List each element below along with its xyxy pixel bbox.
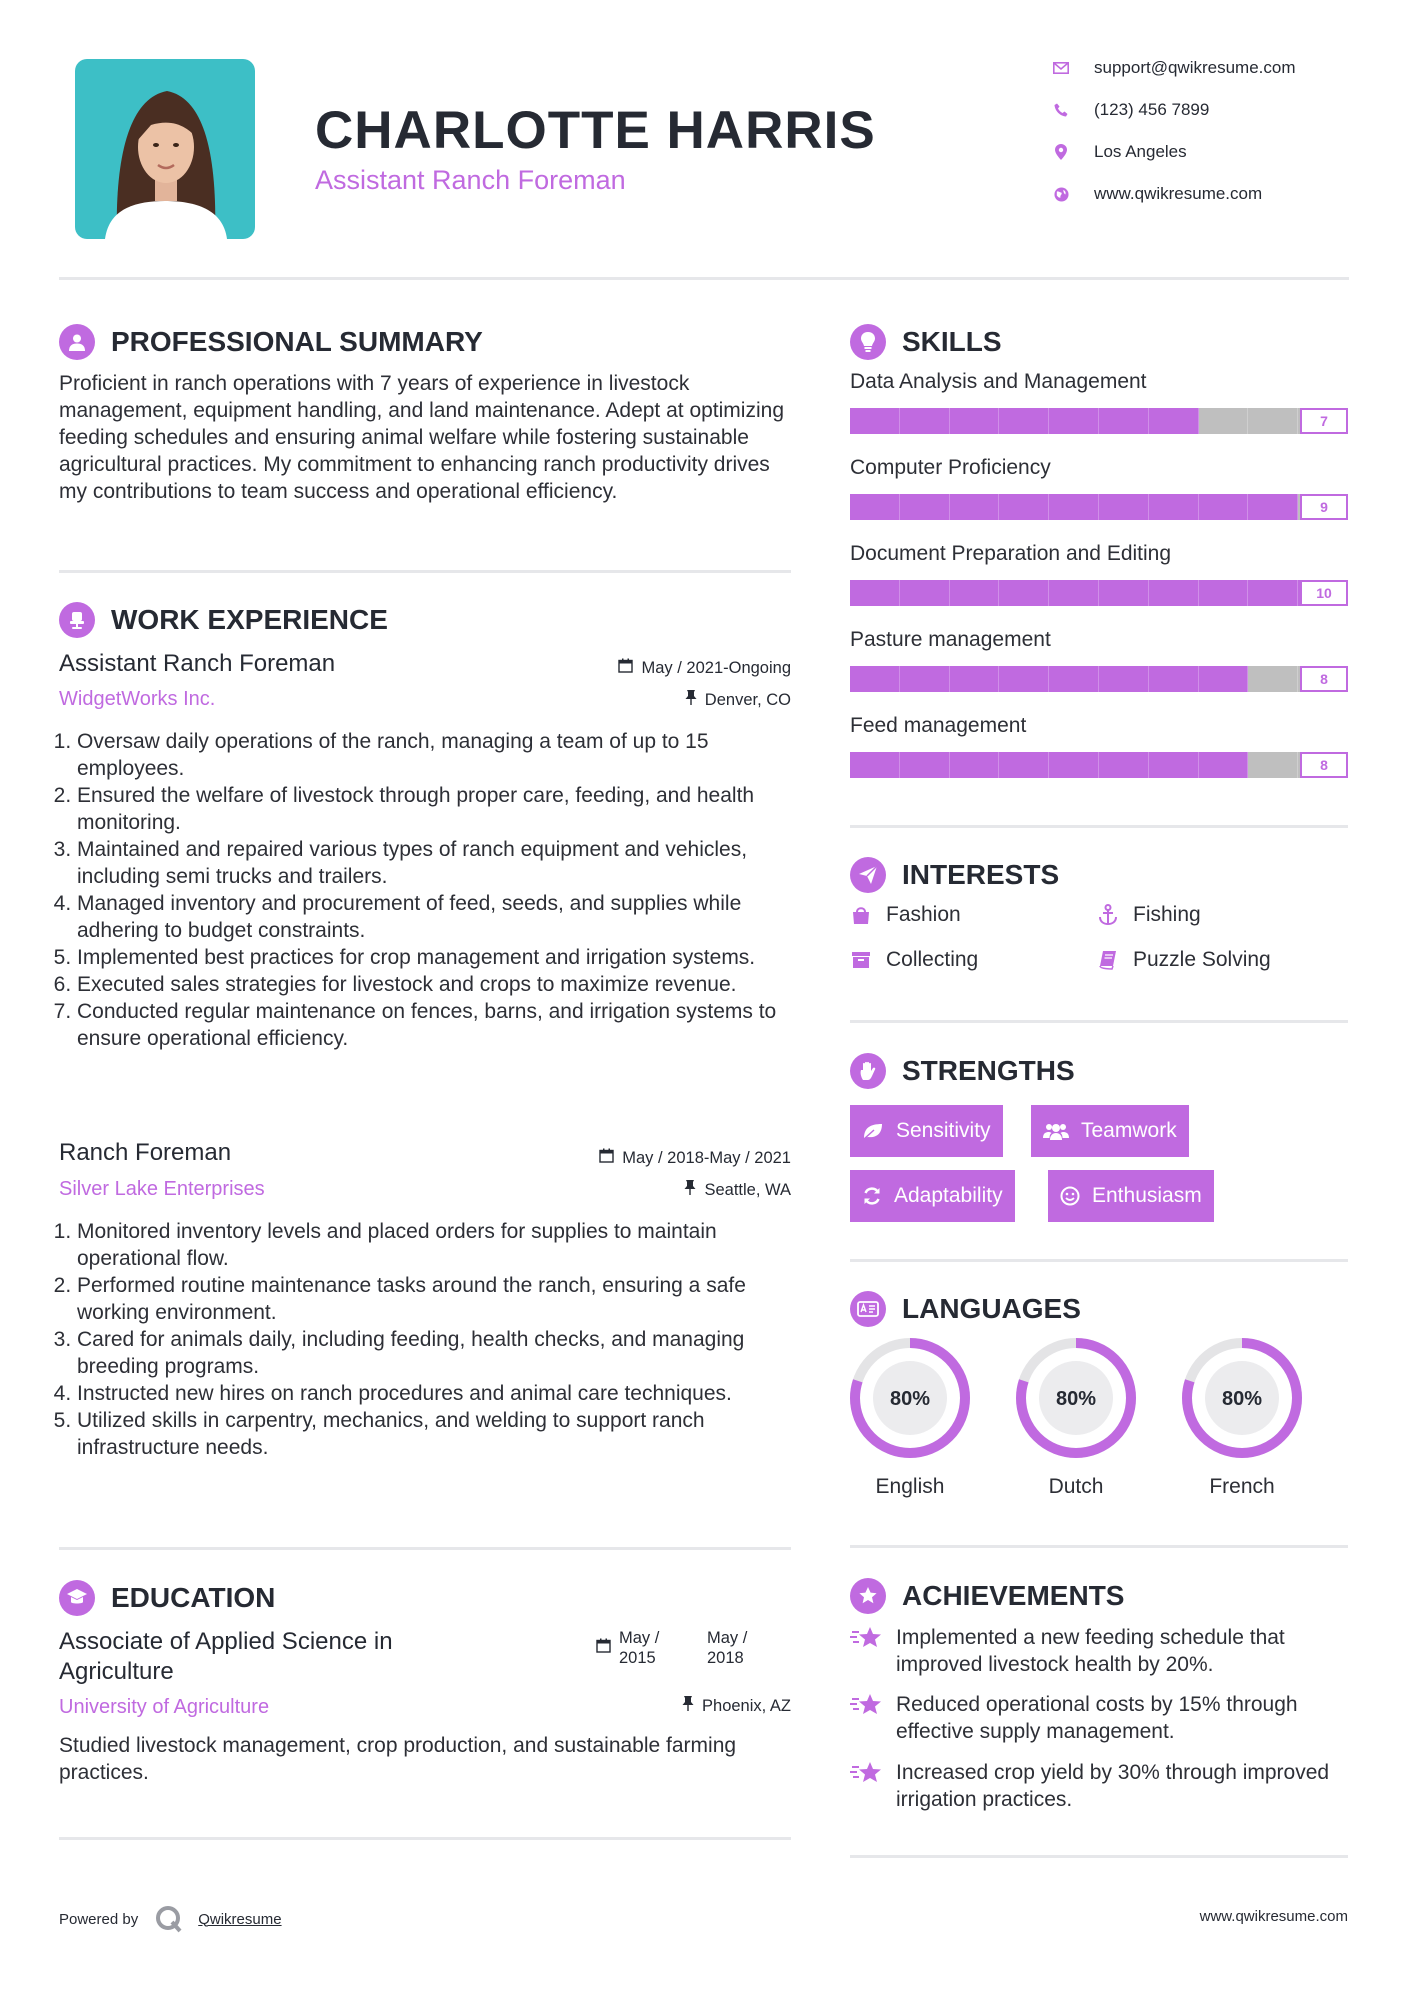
interest-label: Collecting	[886, 948, 979, 971]
skill-item	[850, 628, 1348, 714]
education-date	[596, 1628, 747, 1668]
job-2-date	[599, 1148, 791, 1168]
achievements-title: ACHIEVEMENTS	[902, 1580, 1125, 1611]
skill-level-badge: 9	[1300, 494, 1348, 520]
list-item: 1. Oversaw daily operations of the ranch, managing a team of up to 15 employees.	[77, 728, 817, 782]
skill-bar-segment	[1049, 408, 1099, 434]
skill-bar-segment	[999, 666, 1049, 692]
education-date-end: May / 2018	[707, 1629, 748, 1667]
skill-bar-segment	[1149, 580, 1199, 606]
pushpin-icon	[685, 690, 697, 710]
phone-icon	[1050, 103, 1072, 117]
skill-bar-segment	[1149, 666, 1199, 692]
skill-bar-segment	[850, 752, 900, 778]
skill-bar-segment	[1199, 580, 1249, 606]
skill-bar-segment	[999, 408, 1049, 434]
leaf-icon	[862, 1122, 884, 1140]
education-date-start: May / 2015	[619, 1629, 660, 1667]
job-2-title: Ranch Foreman	[59, 1139, 232, 1166]
skill-bar-segment	[1248, 408, 1298, 434]
star-badge-icon	[850, 1578, 886, 1614]
graduation-cap-icon	[59, 1580, 95, 1616]
interest-label: Fishing	[1133, 903, 1201, 926]
contact-email[interactable]	[1050, 58, 1296, 78]
interests-heading	[850, 857, 1059, 893]
education-school: University of Agriculture	[59, 1696, 270, 1718]
list-item: 2. Ensured the welfare of livestock through proper care, feeding, and health monitoring.	[77, 782, 817, 836]
skill-bar-segment	[1099, 580, 1149, 606]
skill-bar-segment	[850, 408, 900, 434]
job-2-responsibilities	[59, 1218, 817, 1461]
candidate-role: Assistant Ranch Foreman	[315, 165, 626, 195]
interest-collecting	[850, 948, 978, 972]
strength-chip-sensitivity	[850, 1105, 1003, 1157]
map-pin-icon	[1050, 144, 1072, 160]
language-percent: 80%	[889, 1388, 931, 1410]
interests-divider	[850, 1020, 1348, 1023]
languages-heading	[850, 1291, 1081, 1327]
contact-phone-text: (123) 456 7899	[1094, 100, 1210, 119]
skill-bar-segment	[950, 408, 1000, 434]
skill-bar-segment	[1199, 408, 1249, 434]
strengths-heading	[850, 1053, 1075, 1089]
list-item: 5. Utilized skills in carpentry, mechanics, and welding to support ranch infrastructure needs.	[77, 1407, 817, 1461]
anchor-icon	[1097, 904, 1119, 926]
list-item: 7. Conducted regular maintenance on fences, barns, and irrigation systems to ensure operational efficiency.	[77, 998, 817, 1052]
globe-icon	[1050, 187, 1072, 202]
skill-bar-segment	[999, 494, 1049, 520]
skill-level-badge: 8	[1300, 666, 1348, 692]
list-item: 3. Cared for animals daily, including feeding, health checks, and managing breeding programs.	[77, 1326, 817, 1380]
contact-website[interactable]	[1050, 184, 1262, 204]
job-2-location-text: Seattle, WA	[704, 1180, 791, 1199]
language-french	[1180, 1336, 1308, 1499]
skills-heading	[850, 324, 1002, 360]
interest-fishing	[1097, 903, 1201, 927]
contact-phone[interactable]	[1050, 100, 1209, 120]
education-divider	[59, 1837, 791, 1840]
skill-item	[850, 714, 1348, 800]
pushpin-icon	[682, 1696, 694, 1716]
job-1-location-text: Denver, CO	[704, 690, 791, 709]
skill-bar	[850, 752, 1348, 778]
skill-bar	[850, 494, 1348, 520]
language-percent: 80%	[1221, 1388, 1263, 1410]
lightbulb-icon	[850, 324, 886, 360]
profile-photo	[75, 59, 255, 239]
language-label: French	[1209, 1475, 1275, 1498]
education-location	[682, 1696, 791, 1716]
skill-bar-segment	[1099, 494, 1149, 520]
contact-email-text: support@qwikresume.com	[1094, 58, 1296, 77]
experience-heading	[59, 602, 388, 638]
skill-bar-segment	[1049, 752, 1099, 778]
skill-bar-segment	[1248, 580, 1298, 606]
contact-location-text: Los Angeles	[1094, 142, 1187, 161]
skills-title: SKILLS	[902, 326, 1002, 357]
header-divider	[59, 277, 1349, 280]
languages-title: LANGUAGES	[902, 1293, 1081, 1324]
language-english	[848, 1336, 976, 1499]
skill-bar-segment	[1149, 494, 1199, 520]
skill-bar-segment	[1049, 494, 1099, 520]
skill-bar-segment	[1199, 666, 1249, 692]
star-icon	[850, 1759, 884, 1794]
interest-puzzle-solving	[1097, 948, 1271, 972]
strength-label: Adaptability	[894, 1184, 1003, 1207]
achievement-text: Implemented a new feeding schedule that improved livestock health by 20%.	[896, 1626, 1285, 1676]
interest-fashion	[850, 903, 961, 927]
candidate-name: CHARLOTTE HARRIS	[315, 101, 876, 160]
summary-title: PROFESSIONAL SUMMARY	[111, 326, 483, 357]
users-icon	[1043, 1122, 1069, 1140]
job-1-company: WidgetWorks Inc.	[59, 688, 216, 710]
language-ring	[848, 1336, 972, 1460]
achievement-item	[850, 1691, 1350, 1745]
job-1-date-text: May / 2021-Ongoing	[641, 658, 791, 677]
powered-by-label: Powered by	[59, 1910, 139, 1928]
job-1-responsibilities	[59, 728, 817, 1052]
star-icon	[850, 1624, 884, 1659]
skill-bar-segment	[950, 752, 1000, 778]
skill-bar-segment	[900, 752, 950, 778]
strength-label: Enthusiasm	[1092, 1184, 1202, 1207]
job-2-date-text: May / 2018-May / 2021	[622, 1148, 791, 1167]
book-icon	[1097, 950, 1119, 970]
skill-bar	[850, 408, 1348, 434]
achievement-text: Increased crop yield by 30% through improved irrigation practices.	[896, 1761, 1330, 1811]
paper-plane-icon	[850, 857, 886, 893]
skill-bar-segment	[1149, 408, 1199, 434]
strength-chip-adaptability	[850, 1170, 1015, 1222]
skill-item	[850, 456, 1348, 542]
hand-icon	[850, 1053, 886, 1089]
skill-level-badge: 8	[1300, 752, 1348, 778]
calendar-icon	[596, 1638, 611, 1658]
list-item: 3. Maintained and repaired various types of ranch equipment and vehicles, including semi trucks and trailers.	[77, 836, 817, 890]
interest-label: Puzzle Solving	[1133, 948, 1271, 971]
contact-location	[1050, 142, 1187, 162]
skill-label: Pasture management	[850, 628, 1051, 651]
skill-label: Document Preparation and Editing	[850, 542, 1172, 565]
list-item: 6. Executed sales strategies for livestock and crops to maximize revenue.	[77, 971, 817, 998]
footer-powered-by	[59, 1904, 282, 1934]
education-description: Studied livestock management, crop production, and sustainable farming practices.	[59, 1734, 737, 1784]
skill-item	[850, 542, 1348, 628]
smile-icon	[1060, 1186, 1080, 1206]
strength-chip-enthusiasm	[1048, 1170, 1214, 1222]
achievement-item	[850, 1624, 1350, 1678]
skill-bar-segment	[850, 580, 900, 606]
footer-url[interactable]: www.qwikresume.com	[1199, 1908, 1348, 1925]
experience-title: WORK EXPERIENCE	[111, 604, 388, 635]
experience-divider	[59, 1547, 791, 1550]
skill-bar-segment	[1248, 752, 1298, 778]
skill-bar-segment	[1049, 666, 1099, 692]
summary-heading	[59, 324, 483, 360]
summary-text: Proficient in ranch operations with 7 years of experience in livestock management, equipment handling, and land maintenance. Adept at optimizing feeding schedules and ensuring animal welfare while fostering sustainable agricultural practices. My commitment to enhancing ranch productivity drives my contributions to team success and operational efficiency.	[59, 372, 784, 503]
skill-bar-segment	[999, 580, 1049, 606]
strengths-divider	[850, 1259, 1348, 1262]
skill-level-badge: 7	[1300, 408, 1348, 434]
skill-label: Feed management	[850, 714, 1027, 737]
skills-list	[850, 370, 1348, 800]
skill-bar-segment	[1099, 752, 1149, 778]
skill-bar-segment	[1199, 752, 1249, 778]
skill-bar-segment	[900, 580, 950, 606]
job-1-title: Assistant Ranch Foreman	[59, 650, 336, 677]
skill-bar-segment	[850, 666, 900, 692]
refresh-icon	[862, 1186, 882, 1206]
interests-title: INTERESTS	[902, 859, 1060, 890]
envelope-icon	[1050, 62, 1072, 74]
qwikresume-logo-icon	[154, 1904, 184, 1934]
skill-level-badge: 10	[1300, 580, 1348, 606]
job-2-location	[684, 1180, 791, 1200]
education-heading	[59, 1580, 275, 1616]
skill-bar-segment	[850, 494, 900, 520]
calendar-icon	[599, 1148, 614, 1168]
skill-bar	[850, 580, 1348, 606]
user-icon	[59, 324, 95, 360]
strength-label: Sensitivity	[896, 1119, 991, 1142]
language-dutch	[1014, 1336, 1142, 1499]
job-1-date	[618, 658, 791, 678]
skill-bar-segment	[1149, 752, 1199, 778]
pushpin-icon	[684, 1180, 696, 1200]
skill-item	[850, 370, 1348, 456]
list-item: 4. Managed inventory and procurement of feed, seeds, and supplies while adhering to budget constraints.	[77, 890, 817, 944]
skill-bar-segment	[1099, 666, 1149, 692]
language-ring	[1180, 1336, 1304, 1460]
handbag-icon	[850, 905, 872, 925]
skill-bar-segment	[950, 494, 1000, 520]
education-title: EDUCATION	[111, 1582, 276, 1613]
achievement-text: Reduced operational costs by 15% through effective supply management.	[896, 1693, 1298, 1743]
skill-bar-segment	[950, 666, 1000, 692]
language-card-icon	[850, 1291, 886, 1327]
language-label: Dutch	[1048, 1475, 1104, 1498]
archive-box-icon	[850, 951, 872, 969]
skill-bar-segment	[1248, 494, 1298, 520]
achievement-item	[850, 1759, 1350, 1813]
summary-divider	[59, 570, 791, 573]
briefcase-chair-icon	[59, 602, 95, 638]
star-icon	[850, 1691, 884, 1726]
job-2-company: Silver Lake Enterprises	[59, 1178, 265, 1200]
strengths-title: STRENGTHS	[902, 1055, 1075, 1086]
list-item: 5. Implemented best practices for crop management and irrigation systems.	[77, 944, 817, 971]
achievements-heading	[850, 1578, 1124, 1614]
skill-bar-segment	[1049, 580, 1099, 606]
skill-bar-segment	[1248, 666, 1298, 692]
skill-bar-segment	[900, 408, 950, 434]
skill-bar-segment	[900, 666, 950, 692]
skill-label: Data Analysis and Management	[850, 370, 1147, 393]
language-percent: 80%	[1055, 1388, 1097, 1410]
achievements-divider	[850, 1855, 1348, 1858]
list-item: 4. Instructed new hires on ranch procedures and animal care techniques.	[77, 1380, 817, 1407]
language-label: English	[875, 1475, 945, 1498]
qwikresume-link[interactable]: Qwikresume	[198, 1910, 282, 1928]
skill-bar-segment	[950, 580, 1000, 606]
skill-bar-segment	[1199, 494, 1249, 520]
languages-divider	[850, 1545, 1348, 1548]
education-degree: Associate of Applied Science in Agriculture	[59, 1628, 393, 1685]
skill-bar-segment	[999, 752, 1049, 778]
list-item: 2. Performed routine maintenance tasks around the ranch, ensuring a safe working environment.	[77, 1272, 817, 1326]
language-ring	[1014, 1336, 1138, 1460]
skill-bar-segment	[1099, 408, 1149, 434]
skill-bar-segment	[900, 494, 950, 520]
job-1-location	[685, 690, 791, 710]
calendar-icon	[618, 658, 633, 678]
strength-label: Teamwork	[1081, 1119, 1177, 1142]
interest-label: Fashion	[886, 903, 961, 926]
skill-bar	[850, 666, 1348, 692]
list-item: 1. Monitored inventory levels and placed orders for supplies to maintain operational flow.	[77, 1218, 817, 1272]
education-location-text: Phoenix, AZ	[702, 1696, 791, 1715]
strength-chip-teamwork	[1031, 1105, 1189, 1157]
skills-divider	[850, 825, 1348, 828]
contact-website-text: www.qwikresume.com	[1094, 184, 1263, 203]
skill-label: Computer Proficiency	[850, 456, 1051, 479]
